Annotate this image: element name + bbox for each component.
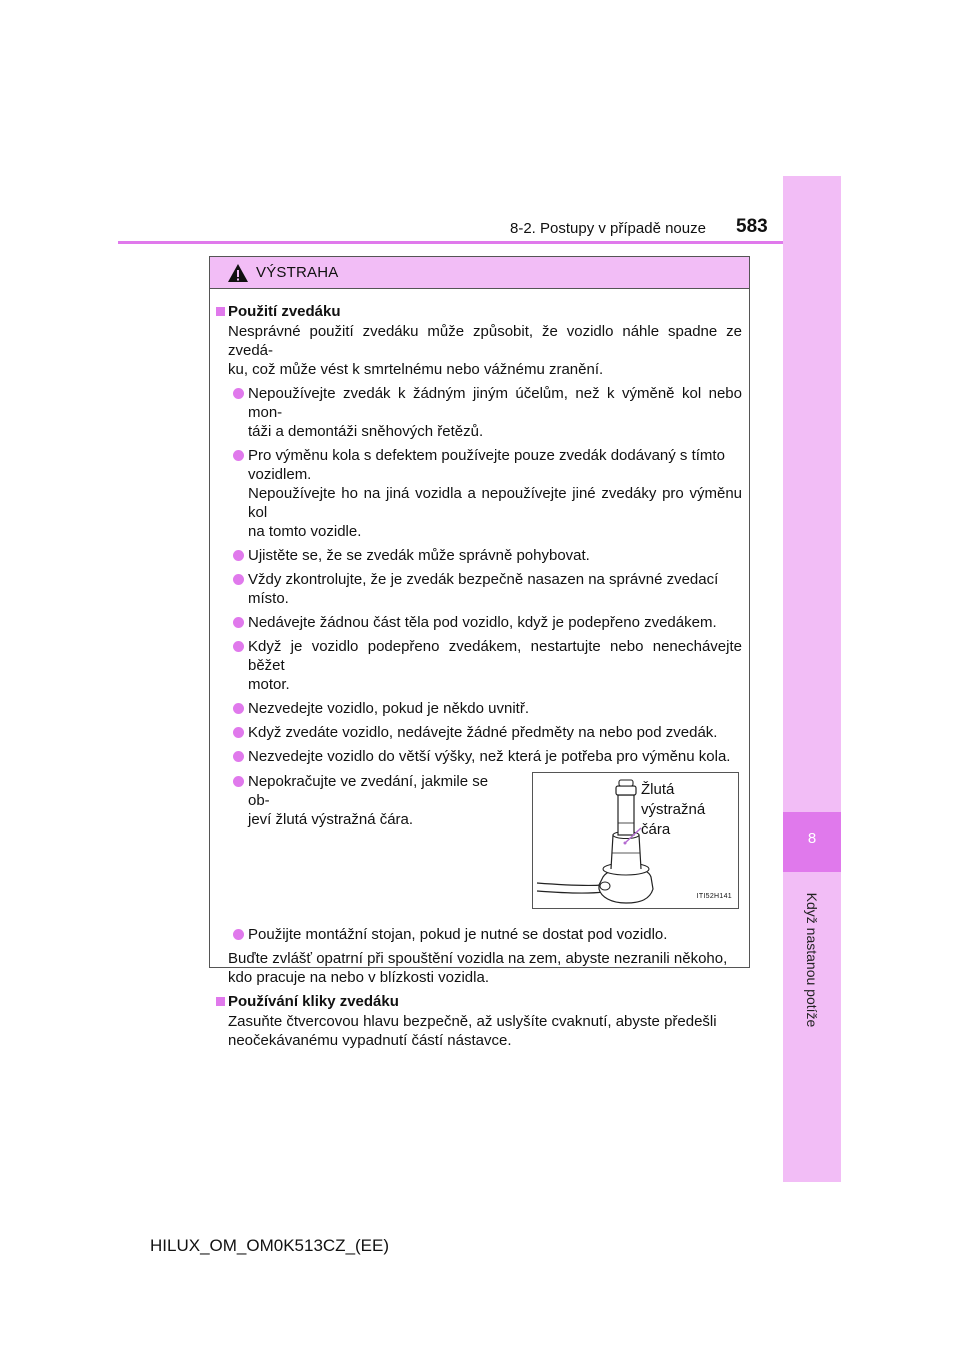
closing-paragraph: Buďte zvlášť opatrní při spouštění vozidla na zem, abyste nezranili někoho, kdo pracuje na nebo v blízkosti vozidla. [228,950,728,986]
handle-paragraph: Zasuňte čtvercovou hlavu bezpečně, až uslyšíte cvaknutí, abyste předešli neočekávanému vypadnutí částí nástavce. [228,1013,717,1049]
figure-row [216,772,742,919]
jack-illustration [532,772,739,909]
warning-content [210,289,749,1055]
bullet-item: Použijte montážní stojan, pokud je nutné se dostat pod vozidlo. [216,925,742,944]
bullet-item: Když zvedáte vozidlo, nedávejte žádné předměty na nebo pod zvedák. [216,723,742,742]
bullet-item: Nezvedejte vozidlo do větší výšky, než která je potřeba pro výměnu kola. [216,747,742,766]
bullet-dot-icon [233,550,244,561]
bullet-dot-icon [233,751,244,762]
bullet-item: Nepokračujte ve zvedání, jakmile se ob- jeví žlutá výstražná čára. [216,772,511,829]
warning-title: VÝSTRAHA [256,264,339,281]
section-title: 8-2. Postupy v případě nouze [510,220,706,237]
bullet-item: Nedávejte žádnou část těla pod vozidlo, když je podepřeno zvedákem. [216,613,742,632]
warning-box [209,256,750,1049]
chapter-label: Když nastanou potíže [804,892,820,1028]
chapter-number: 8 [807,830,817,847]
bullet-item: Nepoužívejte zvedák k žádným jiným účelům, než k výměně kol nebo mon- táži a demontáži sněhových řetězů. [216,384,742,441]
header-rule [118,241,783,244]
square-bullet-icon [216,307,225,316]
section-heading-jack-handle: Používání kliky zvedáku [216,992,742,1011]
bullet-dot-icon [233,703,244,714]
bullet-dot-icon [233,617,244,628]
yellow-line-callout: Žlutá výstražná čára [641,781,706,838]
bullet-dot-icon [233,450,244,461]
square-bullet-icon [216,997,225,1006]
bullet-dot-icon [233,929,244,940]
bullet-item: Pro výměnu kola s defektem používejte pouze zvedák dodávaný s tímto vozidlem. Nepoužívejte ho na jiná vozidla a nepoužívejte jiné zvedáky pro výměnu kol na tomto vozidle. [216,446,742,541]
intro-paragraph: Nesprávné použití zvedáku může způsobit, že vozidlo náhle spadne ze zvedá- ku, což může vést k smrtelnému nebo vážnému zranění. [228,323,742,378]
bullet-item: Vždy zkontrolujte, že je zvedák bezpečně nasazen na správné zvedací místo. [216,570,742,608]
bullet-item: Když je vozidlo podepřeno zvedákem, nestartujte nebo nenechávejte běžet motor. [216,637,742,694]
bullet-dot-icon [233,776,244,787]
bullet-dot-icon [233,641,244,652]
section-heading-jack-use: Použití zvedáku [216,302,742,321]
warning-header [210,257,749,289]
page-number: 583 [736,216,768,237]
bullet-dot-icon [233,388,244,399]
bullet-dot-icon [233,727,244,738]
bullet-dot-icon [233,574,244,585]
figure-code: ITI52H141 [696,893,732,900]
bullet-item: Nezvedejte vozidlo, pokud je někdo uvnitř. [216,699,742,718]
bullet-item: Ujistěte se, že se zvedák může správně pohybovat. [216,546,742,565]
chapter-sidebar [783,176,841,1182]
warning-triangle-icon [227,263,249,283]
document-code: HILUX_OM_OM0K513CZ_(EE) [150,1236,390,1255]
